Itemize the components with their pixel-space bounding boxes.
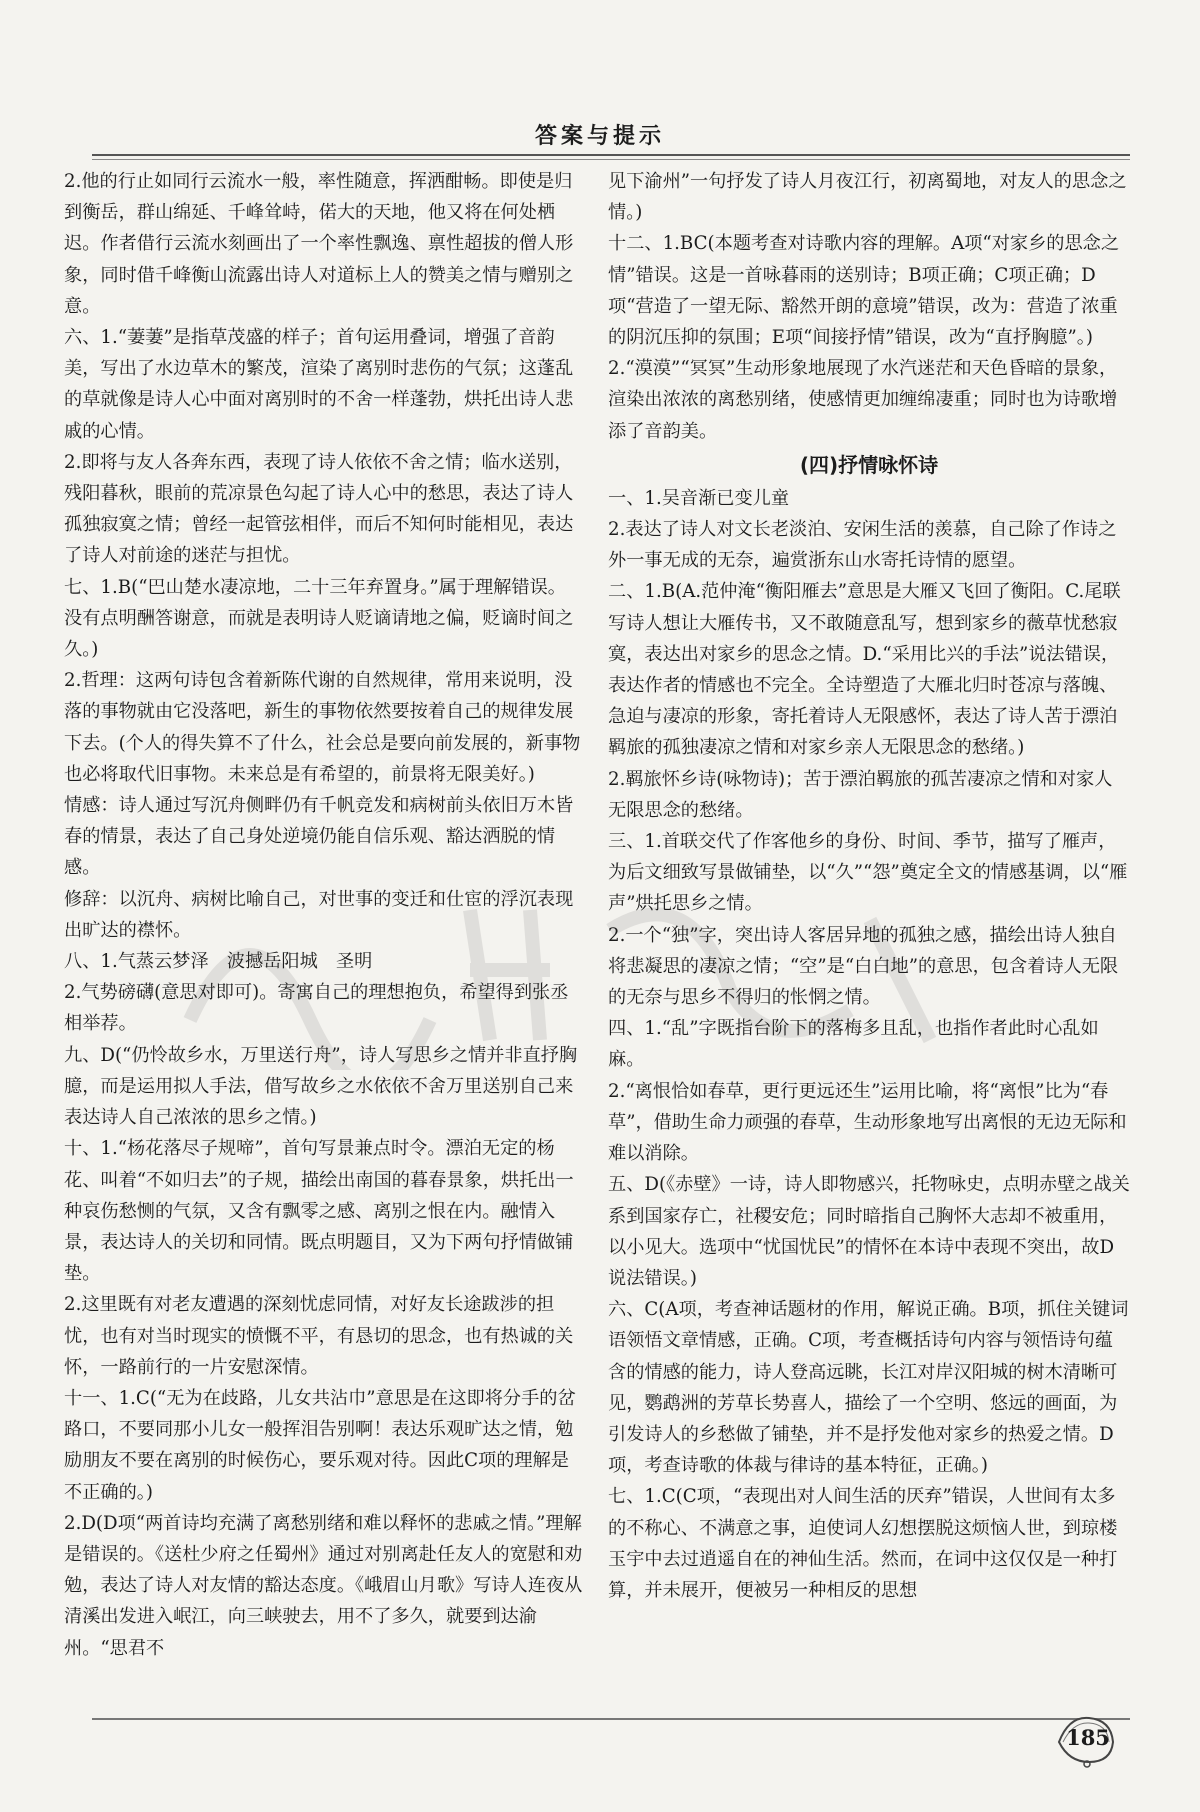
answer-paragraph: 二、1.B(A.范仲淹“衡阳雁去”意思是大雁又飞回了衡阳。C.尾联写诗人想让大雁传书，又不敢随意乱写，想到家乡的薇草忧愁寂寞，表达出对家乡的思念之情。D.“采用比兴的手法”说法错误，表达作者的情感也不完全。全诗塑造了大雁北归时苍凉与落魄、急迫与凄凉的形象，寄托着诗人无限感怀，表达了诗人苦于漂泊羁旅的孤独凄凉之情和对家乡亲人无限思念的愁绪。) xyxy=(608,581,1121,759)
answer-paragraph: 五、D(《赤壁》一诗，诗人即物感兴，托物咏史，点明赤壁之战关系到国家存亡，社稷安危；同时暗指自己胸怀大志却不被重用，以小见大。选项中“忧国忧民”的情怀在本诗中表现不突出，故D说法错误。) xyxy=(608,1174,1130,1289)
answer-paragraph: 情感：诗人通过写沉舟侧畔仍有千帆竞发和病树前头依旧万木皆春的情景，表达了自己身处逆境仍能自信乐观、豁达洒脱的情感。 xyxy=(64,795,574,879)
answer-paragraph: 2.即将与友人各奔东西，表现了诗人依依不舍之情；临水送别，残阳暮秋，眼前的荒凉景色勾起了诗人心中的愁思，表达了诗人孤独寂寞之情；曾经一起管弦相伴，而后不知何时能相见，表达了诗人对前途的迷茫与担忧。 xyxy=(64,451,574,567)
answer-paragraph: 十二、1.BC(本题考查对诗歌内容的理解。A项“对家乡的思念之情”错误。这是一首咏暮雨的送别诗；B项正确；C项正确；D项“营造了一望无际、豁然开朗的意境”错误，改为：营造了浓重的阴沉压抑的氛围；E项“间接抒情”错误，改为“直抒胸臆”。) xyxy=(608,233,1120,349)
answer-paragraph: 2.哲理：这两句诗包含着新陈代谢的自然规律，常用来说明，没落的事物就由它没落吧，新生的事物依然要按着自己的规律发展下去。(个人的得失算不了什么，社会总是要向前发展的，新事物也必将取代旧事物。未来总是有希望的，前景将无限美好。) xyxy=(64,670,581,785)
answer-paragraph: 十一、1.C(“无为在歧路，儿女共沾巾”意思是在这即将分手的岔路口，不要同那小儿女一般挥泪告别啊！表达乐观旷达之情，勉励朋友不要在离别的时候伤心，要乐观对待。因此C项的理解是不正确的。) xyxy=(64,1387,576,1503)
answer-paragraph: 见下渝州”一句抒发了诗人月夜江行，初离蜀地，对友人的思念之情。) xyxy=(608,171,1127,224)
answer-paragraph: 四、1.“乱”字既指台阶下的落梅多且乱，也指作者此时心乱如麻。 xyxy=(608,1018,1099,1071)
answer-paragraph: 2.这里既有对老友遭遇的深刻忧虑同情，对好友长途跋涉的担忧，也有对当时现实的愤慨不平，有恳切的思念，也有热诚的关怀，一路前行的一片安慰深情。 xyxy=(64,1294,574,1378)
answer-paragraph: 七、1.C(C项，“表现出对人间生活的厌弃”错误，人世间有太多的不称心、不满意之事，迫使词人幻想摆脱这烦恼人世，到琼楼玉宇中去过逍遥自在的神仙生活。然而，在词中这仅仅是一种打算，并未展开，便被另一种相反的思想 xyxy=(608,1486,1118,1601)
answer-paragraph: 2.一个“独”字，突出诗人客居异地的孤独之感，描绘出诗人独自将悲凝思的凄凉之情；“空”是“白白地”的意思，包含着诗人无限的无奈与思乡不得归的怅惘之情。 xyxy=(608,924,1119,1009)
answer-paragraph: 九、D(“仍怜故乡水，万里送行舟”，诗人写思乡之情并非直抒胸臆，而是运用拟人手法，借写故乡之水依依不舍万里送别自己来表达诗人自己浓浓的思乡之情。) xyxy=(64,1044,578,1129)
answer-paragraph: 十、1.“杨花落尽子规啼”，首句写景兼点时令。漂泊无定的杨花、叫着“不如归去”的子规，描绘出南国的暮春景象，烘托出一种哀伤愁恻的气氛，又含有飘零之感、离别之恨在内。融情入景，表达诗人的关切和同情。既点明题目，又为下两句抒情做铺垫。 xyxy=(64,1138,574,1285)
footer-divider xyxy=(92,1718,1130,1720)
answer-paragraph: 三、1.首联交代了作客他乡的身份、时间、季节，描写了雁声，为后文细致写景做铺垫，以“久”“怨”奠定全文的情感基调，以“雁声”烘托思乡之情。 xyxy=(608,831,1128,915)
answer-paragraph: 2.D(D项“两首诗均充满了离愁别绪和难以释怀的悲戚之情。”理解是错误的。《送杜少府之任蜀州》通过对别离赴任友人的宽慰和劝勉，表达了诗人对友情的豁达态度。《峨眉山月歌》写诗人连夜从清溪出发进入岷江，向三峡驶去，用不了多久，就要到达渝州。“思君不 xyxy=(64,1512,583,1659)
page-number: 185 xyxy=(1066,1725,1110,1750)
header-divider xyxy=(92,154,1130,156)
answer-paragraph: 2.气势磅礴(意思对即可)。寄寓自己的理想抱负，希望得到张丞相举荐。 xyxy=(64,982,569,1035)
answer-paragraph: 一、1.吴音渐已变儿童 xyxy=(608,487,790,509)
answer-paragraph: 六、1.“萋萋”是指草茂盛的样子；首句运用叠词，增强了音韵美，写出了水边草木的繁茂，渲染了离别时悲伤的气氛；这蓬乱的草就像是诗人心中面对离别时的不舍一样蓬勃，烘托出诗人悲戚的心情。 xyxy=(64,327,574,442)
answer-paragraph: 修辞：以沉舟、病树比喻自己，对世事的变迁和仕宦的浮沉表现出旷达的襟怀。 xyxy=(64,888,574,941)
answer-paragraph: 2.“漠漠”“冥冥”生动形象地展现了水汽迷茫和天色昏暗的景象，渲染出浓浓的离愁别绪，使感情更加缠绵凄重；同时也为诗歌增添了音韵美。 xyxy=(608,358,1118,442)
answer-paragraph: 七、1.B(“巴山楚水凄凉地，二十三年弃置身。”属于理解错误。没有点明酬答谢意，而就是表明诗人贬谪请地之偏，贬谪时间之久。) xyxy=(64,576,574,661)
page-title: 答案与提示 xyxy=(534,124,665,149)
answer-paragraph: 2.表达了诗人对文长老淡泊、安闲生活的羡慕，自己除了作诗之外一事无成的无奈，遍赏浙东山水寄托诗情的愿望。 xyxy=(608,519,1117,572)
left-column xyxy=(64,166,584,1664)
answer-paragraph: 六、C(A项，考查神话题材的作用，解说正确。B项，抓住关键词语领悟文章情感，正确。C项，考查概括诗句内容与领悟诗句蕴含的情感的能力，诗人登高远眺，长江对岸汉阳城的树木清晰可见，鹦鹉洲的芳草长势喜人，描绘了一个空明、悠远的画面，为引发诗人的乡愁做了铺垫，并不是抒发他对家乡的热爱之情。D项，考查诗歌的体裁与律诗的基本特征，正确。) xyxy=(608,1299,1129,1477)
header-divider-thin xyxy=(92,159,1130,160)
answer-paragraph: 八、1.气蒸云梦泽 波撼岳阳城 圣明 xyxy=(64,951,373,973)
answer-paragraph: 2.“离恨恰如春草，更行更远还生”运用比喻，将“离恨”比为“春草”，借助生命力顽强的春草，生动形象地写出离恨的无边无际和难以消除。 xyxy=(608,1080,1127,1165)
answer-paragraph: 2.他的行止如同行云流水一般，率性随意，挥洒酣畅。即使是归到衡岳，群山绵延、千峰耸峙，偌大的天地，他又将在何处栖迟。作者借行云流水刻画出了一个率性飘逸、禀性超拔的僧人形象，同时借千峰衡山流露出诗人对道标上人的赞美之情与赠别之意。 xyxy=(64,171,574,317)
answer-paragraph: 2.羁旅怀乡诗(咏物诗)；苦于漂泊羁旅的孤苦凄凉之情和对家人无限思念的愁绪。 xyxy=(608,768,1113,821)
section-heading: (四)抒情咏怀诗 xyxy=(799,452,939,477)
right-column xyxy=(608,166,1130,1606)
page-header xyxy=(0,120,1200,154)
